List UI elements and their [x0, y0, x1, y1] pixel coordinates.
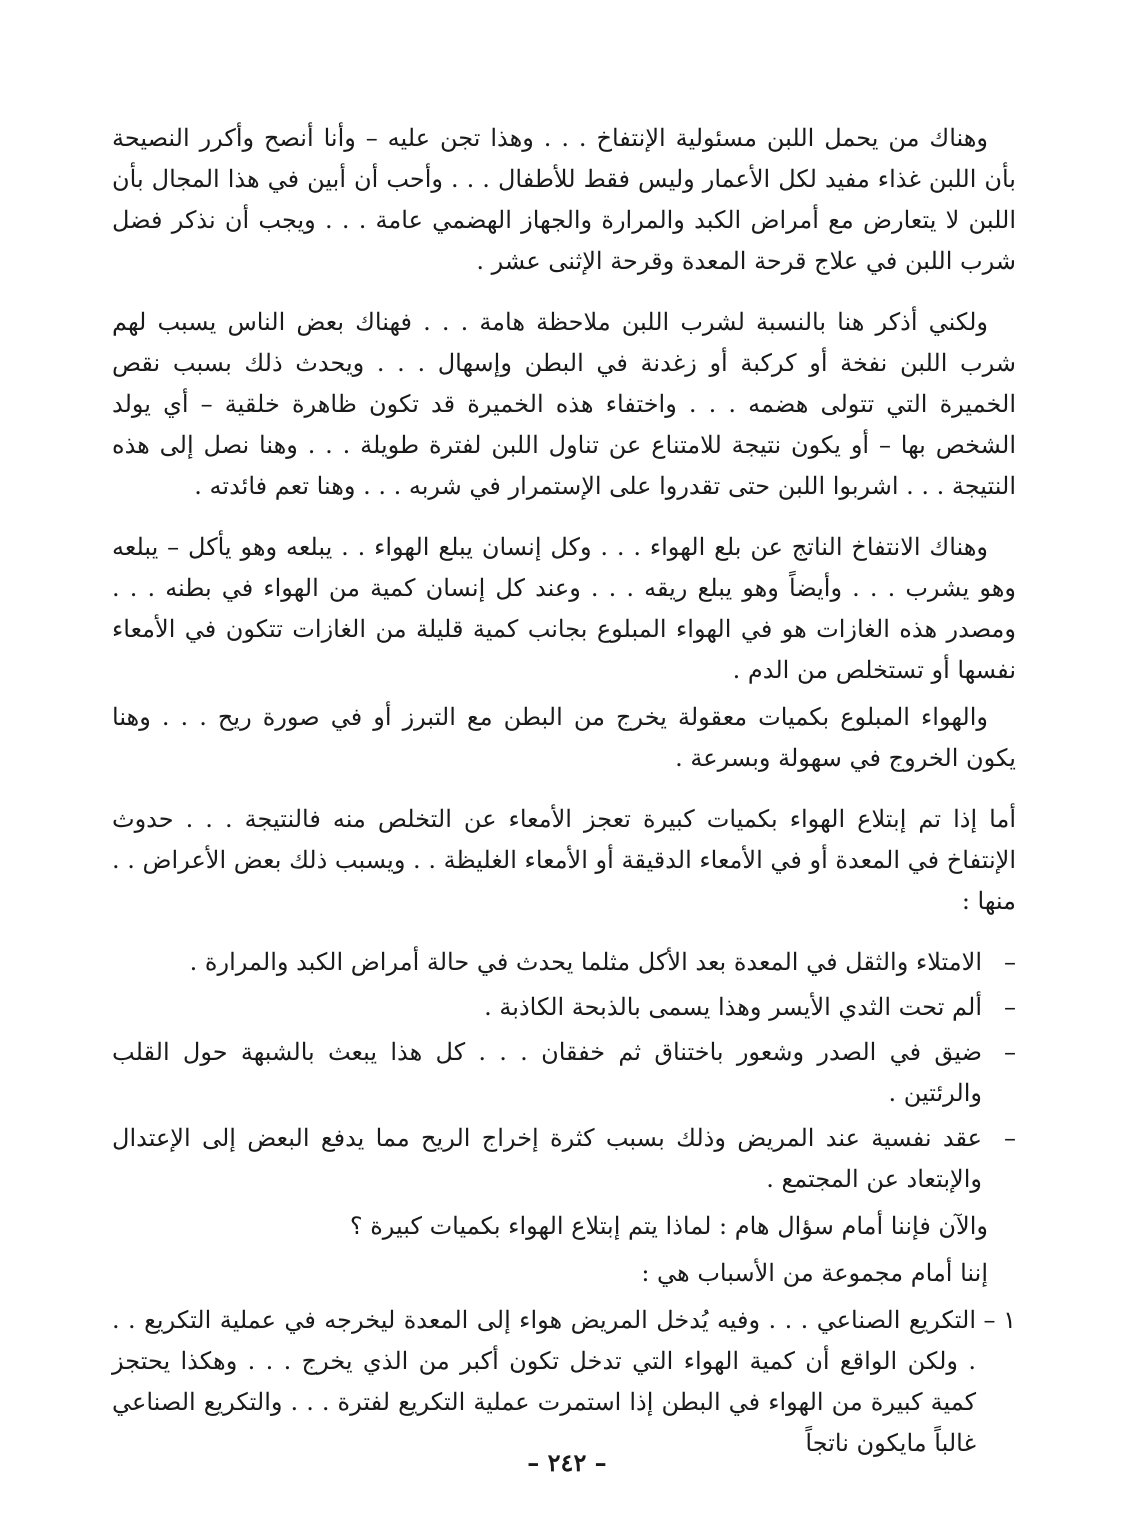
paragraph-swallowed-air: وهناك الانتفاخ الناتج عن بلع الهواء . . . وكل إنسان يبلع الهواء . . يبلعه وهو يأكل – يبلعه وهو يشرب . . . وأيضاً وهو يبلع ريقه . . . وعند كل إنسان كمية من الهواء في بطنه . . . ومصدر هذه الغازات هو في الهواء المبلوع بجانب كمية قليلة من الغازات تتكون في الأمعاء نفسها أو تستخلص من الدم .: [112, 533, 1016, 684]
list-item-text: ألم تحت الثدي الأيسر وهذا يسمى بالذبحة الكاذبة .: [484, 993, 982, 1021]
list-item-text: الامتلاء والثقل في المعدة بعد الأكل مثلما يحدث في حالة أمراض الكبد والمرارة .: [189, 948, 982, 976]
paragraph-milk-enzyme: ولكني أذكر هنا بالنسبة لشرب اللبن ملاحظة هامة . . . فهناك بعض الناس يسبب لهم شرب اللبن نفخة أو كركبة أو زغدنة في البطن وإسهال . . . ويحدث ذلك بسبب نقص الخميرة التي تتولى هضمه . . . واختفاء هذه الخميرة قد تكون ظاهرة خلقية – أي يولد الشخص بها – أو يكون نتيجة للامتناع عن تناول اللبن لفترة طويلة . . . وهنا نصل إلى هذه النتيجة . . . اشربوا اللبن حتى تقدروا على الإستمرار في شربه . . . وهنا تعم فائدته .: [112, 308, 1016, 500]
dash-marker: –: [1004, 948, 1016, 976]
list-item: [112, 1032, 1016, 1114]
paragraph-large-air-symptoms: أما إذا تم إبتلاع الهواء بكميات كبيرة تعجز الأمعاء عن التخلص منه فالنتيجة . . . حدوث الإنتفاخ في المعدة أو في الأمعاء الدقيقة أو الأمعاء الغليظة . . ويسبب ذلك بعض الأعراض . . منها :: [112, 805, 1016, 915]
paragraph-causes-intro: إننا أمام مجموعة من الأسباب هي :: [641, 1259, 988, 1287]
numbered-item: [112, 1300, 1016, 1464]
list-item: [112, 942, 1016, 983]
dash-marker: –: [1004, 1038, 1016, 1066]
page-number: – ٢٤٢ –: [527, 1448, 607, 1477]
dash-marker: –: [1004, 1124, 1016, 1152]
list-item: [112, 1118, 1016, 1200]
item-number: ١ –: [983, 1306, 1016, 1334]
numbered-item-text: التكريع الصناعي . . . وفيه يُدخل المريض هواء إلى المعدة ليخرجه في عملية التكريع . . . ولكن الواقع أن كمية الهواء التي تدخل تكون أكبر من الذي يخرج . . . وهكذا يحتجز كمية كبيرة من الهواء في البطن إذا استمرت عملية التكريع لفترة . . . والتكريع الصناعي غالباً مايكون ناتجاً: [112, 1306, 976, 1457]
list-item-text: عقد نفسية عند المريض وذلك بسبب كثرة إخراج الريح مما يدفع البعض إلى الإعتدال والإبتعاد عن المجتمع .: [112, 1124, 982, 1193]
symptoms-list: [112, 942, 1016, 1200]
dash-marker: –: [1004, 993, 1016, 1021]
list-item: [112, 987, 1016, 1028]
paragraph-question: والآن فإننا أمام سؤال هام : لماذا يتم إبتلاع الهواء بكميات كبيرة ؟: [349, 1212, 988, 1240]
paragraph-milk-bloating: وهناك من يحمل اللبن مسئولية الإنتفاخ . . . وهذا تجن عليه – وأنا أنصح وأكرر النصيحة بأن اللبن غذاء مفيد لكل الأعمار وليس فقط للأطفال . . . وأحب أن أبين في هذا المجال بأن اللبن لا يتعارض مع أمراض الكبد والمرارة والجهاز الهضمي عامة . . . ويجب أن نذكر فضل شرب اللبن في علاج قرحة المعدة وقرحة الإثنى عشر .: [112, 124, 1016, 275]
list-item-text: ضيق في الصدر وشعور باختناق ثم خفقان . . . كل هذا يبعث بالشبهة حول القلب والرئتين .: [112, 1038, 982, 1107]
paragraph-air-exit: والهواء المبلوع بكميات معقولة يخرج من البطن مع التبرز أو في صورة ريح . . . وهنا يكون الخروج في سهولة وبسرعة .: [112, 703, 1016, 772]
